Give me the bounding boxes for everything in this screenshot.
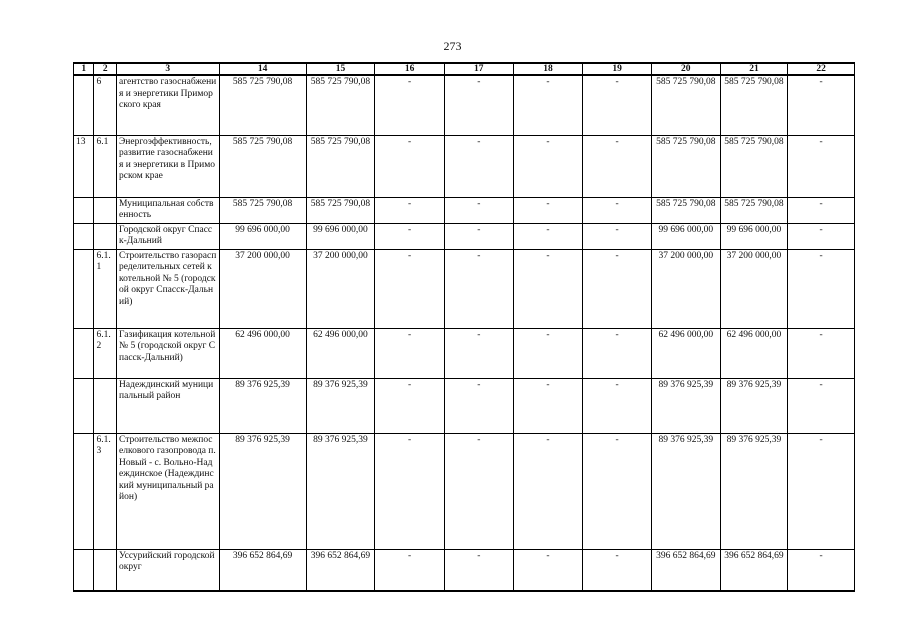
row-code-cell	[94, 378, 117, 433]
row-number-cell	[74, 549, 94, 591]
value-cell-16: -	[375, 135, 445, 197]
value-cell-18: -	[513, 433, 583, 549]
value-cell-14: 396 652 864,69	[219, 549, 306, 591]
column-header: 19	[583, 63, 652, 75]
value-cell-18: -	[513, 197, 583, 223]
value-cell-18: -	[513, 135, 583, 197]
value-cell-22: -	[788, 249, 855, 328]
value-cell-22: -	[788, 549, 855, 591]
value-cell-18: -	[513, 223, 583, 249]
value-cell-19: -	[583, 433, 652, 549]
value-cell-17: -	[444, 378, 513, 433]
column-header: 21	[720, 63, 788, 75]
column-header: 16	[375, 63, 445, 75]
row-number-cell	[74, 433, 94, 549]
value-cell-16: -	[375, 197, 445, 223]
value-cell-21: 62 496 000,00	[720, 328, 788, 378]
value-cell-15: 99 696 000,00	[306, 223, 375, 249]
row-number-cell	[74, 378, 94, 433]
value-cell-17: -	[444, 249, 513, 328]
value-cell-22: -	[788, 433, 855, 549]
value-cell-22: -	[788, 135, 855, 197]
value-cell-14: 585 725 790,08	[219, 75, 306, 135]
value-cell-18: -	[513, 249, 583, 328]
row-code-cell: 6.1.1	[94, 249, 117, 328]
value-cell-20: 89 376 925,39	[651, 433, 720, 549]
column-header: 15	[306, 63, 375, 75]
row-number-cell	[74, 223, 94, 249]
value-cell-19: -	[583, 75, 652, 135]
value-cell-20: 585 725 790,08	[651, 75, 720, 135]
row-name-cell: Городской округ Спасск-Дальний	[117, 223, 219, 249]
value-cell-20: 396 652 864,69	[651, 549, 720, 591]
value-cell-22: -	[788, 223, 855, 249]
row-number-cell	[74, 75, 94, 135]
value-cell-17: -	[444, 328, 513, 378]
value-cell-16: -	[375, 328, 445, 378]
value-cell-21: 585 725 790,08	[720, 197, 788, 223]
table-row	[74, 75, 855, 135]
value-cell-17: -	[444, 549, 513, 591]
value-cell-19: -	[583, 223, 652, 249]
table-row	[74, 328, 855, 378]
value-cell-22: -	[788, 328, 855, 378]
table-row	[74, 135, 855, 197]
value-cell-14: 62 496 000,00	[219, 328, 306, 378]
value-cell-17: -	[444, 135, 513, 197]
row-name-cell: Газификация котельной № 5 (городской округ Спасск-Дальний)	[117, 328, 219, 378]
value-cell-22: -	[788, 75, 855, 135]
value-cell-21: 99 696 000,00	[720, 223, 788, 249]
row-code-cell	[94, 197, 117, 223]
value-cell-16: -	[375, 223, 445, 249]
row-number-cell	[74, 197, 94, 223]
table-header-row	[74, 63, 855, 75]
value-cell-15: 62 496 000,00	[306, 328, 375, 378]
table-row	[74, 378, 855, 433]
value-cell-17: -	[444, 433, 513, 549]
row-number-cell: 13	[74, 135, 94, 197]
value-cell-16: -	[375, 75, 445, 135]
value-cell-17: -	[444, 223, 513, 249]
row-name-cell: Строительство межпоселкового газопровода п. Новый - с. Вольно-Надеждинское (Надеждинский муниципальный район)	[117, 433, 219, 549]
value-cell-20: 37 200 000,00	[651, 249, 720, 328]
row-code-cell: 6.1.3	[94, 433, 117, 549]
row-number-cell	[74, 249, 94, 328]
value-cell-16: -	[375, 549, 445, 591]
column-header: 3	[117, 63, 219, 75]
value-cell-18: -	[513, 378, 583, 433]
value-cell-15: 89 376 925,39	[306, 433, 375, 549]
row-name-cell: Надеждинский муниципальный район	[117, 378, 219, 433]
row-name-cell: Строительство газораспределительных сетей к котельной № 5 (городской округ Спасск-Дальний)	[117, 249, 219, 328]
value-cell-20: 585 725 790,08	[651, 197, 720, 223]
value-cell-21: 37 200 000,00	[720, 249, 788, 328]
value-cell-14: 37 200 000,00	[219, 249, 306, 328]
row-name-cell: агентство газоснабжения и энергетики Приморского края	[117, 75, 219, 135]
value-cell-18: -	[513, 549, 583, 591]
value-cell-15: 585 725 790,08	[306, 197, 375, 223]
value-cell-16: -	[375, 378, 445, 433]
value-cell-17: -	[444, 75, 513, 135]
row-name-cell: Муниципальная собственность	[117, 197, 219, 223]
table-row	[74, 433, 855, 549]
column-header: 17	[444, 63, 513, 75]
value-cell-21: 396 652 864,69	[720, 549, 788, 591]
value-cell-19: -	[583, 549, 652, 591]
value-cell-15: 585 725 790,08	[306, 135, 375, 197]
table-row	[74, 249, 855, 328]
value-cell-22: -	[788, 378, 855, 433]
value-cell-14: 99 696 000,00	[219, 223, 306, 249]
column-header: 2	[94, 63, 117, 75]
value-cell-19: -	[583, 378, 652, 433]
value-cell-20: 585 725 790,08	[651, 135, 720, 197]
row-code-cell: 6.1	[94, 135, 117, 197]
table-row	[74, 223, 855, 249]
row-name-cell: Энергоэффективность, развитие газоснабжения и энергетики в Приморском крае	[117, 135, 219, 197]
table-row	[74, 549, 855, 591]
value-cell-15: 585 725 790,08	[306, 75, 375, 135]
value-cell-20: 62 496 000,00	[651, 328, 720, 378]
value-cell-22: -	[788, 197, 855, 223]
budget-table	[73, 62, 855, 592]
value-cell-21: 89 376 925,39	[720, 433, 788, 549]
value-cell-19: -	[583, 197, 652, 223]
value-cell-15: 396 652 864,69	[306, 549, 375, 591]
row-number-cell	[74, 328, 94, 378]
table-row	[74, 197, 855, 223]
column-header: 20	[651, 63, 720, 75]
value-cell-18: -	[513, 75, 583, 135]
value-cell-19: -	[583, 249, 652, 328]
column-header: 18	[513, 63, 583, 75]
row-code-cell	[94, 549, 117, 591]
row-code-cell	[94, 223, 117, 249]
value-cell-20: 99 696 000,00	[651, 223, 720, 249]
value-cell-16: -	[375, 249, 445, 328]
value-cell-14: 89 376 925,39	[219, 378, 306, 433]
value-cell-19: -	[583, 328, 652, 378]
row-code-cell: 6.1.2	[94, 328, 117, 378]
value-cell-17: -	[444, 197, 513, 223]
value-cell-14: 585 725 790,08	[219, 135, 306, 197]
value-cell-14: 585 725 790,08	[219, 197, 306, 223]
value-cell-18: -	[513, 328, 583, 378]
value-cell-19: -	[583, 135, 652, 197]
column-header: 22	[788, 63, 855, 75]
value-cell-21: 585 725 790,08	[720, 75, 788, 135]
column-header: 14	[219, 63, 306, 75]
row-code-cell: 6	[94, 75, 117, 135]
value-cell-14: 89 376 925,39	[219, 433, 306, 549]
value-cell-16: -	[375, 433, 445, 549]
page-number: 273	[443, 39, 462, 53]
row-name-cell: Уссурийский городской округ	[117, 549, 219, 591]
value-cell-15: 89 376 925,39	[306, 378, 375, 433]
value-cell-21: 89 376 925,39	[720, 378, 788, 433]
value-cell-15: 37 200 000,00	[306, 249, 375, 328]
value-cell-21: 585 725 790,08	[720, 135, 788, 197]
column-header: 1	[74, 63, 94, 75]
value-cell-20: 89 376 925,39	[651, 378, 720, 433]
